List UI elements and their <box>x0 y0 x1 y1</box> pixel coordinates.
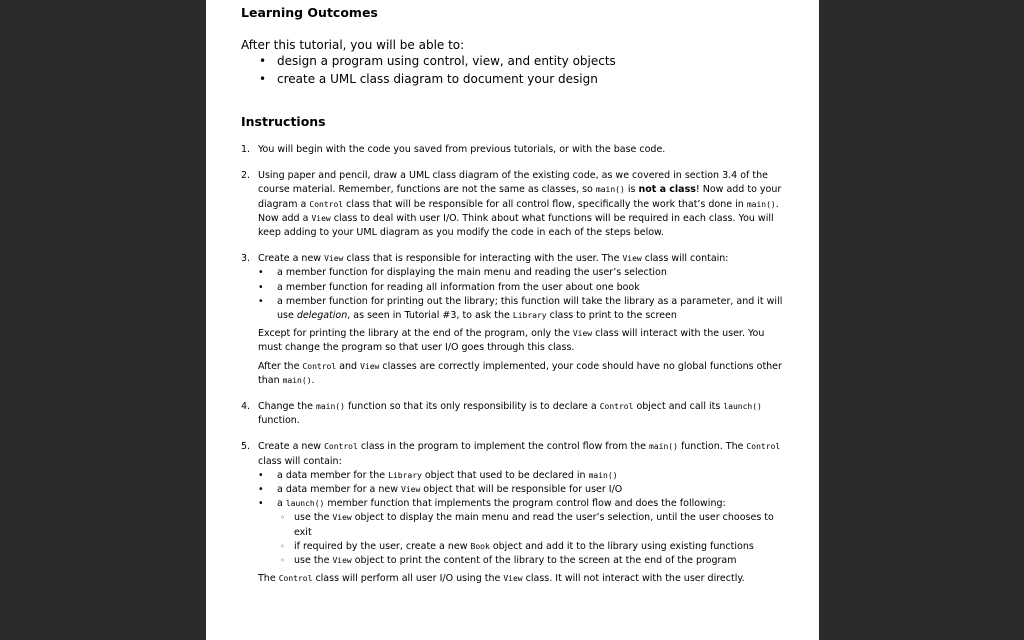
list-item <box>277 497 791 568</box>
learning-outcomes-heading: Learning Outcomes <box>241 5 378 20</box>
code-control: Control <box>302 361 337 371</box>
list-item <box>277 469 791 483</box>
code-control: Control <box>599 402 634 412</box>
code-launch: launch() <box>285 499 325 509</box>
list-item: • design a program using control, view, and entity objects <box>259 52 616 70</box>
instruction-step-3 <box>241 252 791 388</box>
text-run: . <box>311 374 315 386</box>
code-view: View <box>360 361 380 371</box>
code-main: main() <box>282 375 312 385</box>
instruction-step-2 <box>241 169 791 240</box>
step-text: function. <box>258 415 300 427</box>
text-run: , as seen in Tutorial #3, to ask the <box>347 310 513 322</box>
text-run: class will interact with the user. You must change the program so that user I/O goes through this class. <box>258 328 765 354</box>
text-run: class. It will not interact with the user directly. <box>522 573 745 585</box>
code-library: Library <box>388 470 422 480</box>
step-text: Change the <box>258 401 317 413</box>
code-view: View <box>622 254 642 264</box>
step-3-paragraph-2 <box>258 360 791 388</box>
instruction-step-4 <box>241 400 791 428</box>
list-item <box>277 295 791 323</box>
text-run: a member function for printing out the library; this function will take the library as a parameter, and it will use <box>277 295 783 322</box>
learning-outcomes-intro: After this tutorial, you will be able to: <box>241 38 465 52</box>
code-control: Control <box>278 574 313 584</box>
step-text <box>258 252 791 266</box>
italic-text: delegation <box>296 310 348 322</box>
text-run: The <box>258 573 279 585</box>
text-run: class will contain: <box>641 253 729 265</box>
instructions-heading: Instructions <box>241 114 326 129</box>
step-3-paragraph-1 <box>258 327 791 355</box>
text-run: a data member for the <box>277 469 389 481</box>
instructions-list <box>241 143 791 586</box>
list-item: • create a UML class diagram to document your design <box>259 70 616 88</box>
code-library: Library <box>512 311 547 321</box>
document-page <box>206 0 819 640</box>
code-view: View <box>311 213 331 223</box>
instruction-step-5 <box>241 440 791 586</box>
text-run: After the <box>258 360 303 372</box>
step-text <box>258 440 791 468</box>
code-main: main() <box>588 470 618 480</box>
code-main: main() <box>595 185 625 195</box>
step-text: is <box>624 184 639 196</box>
text-run: class that is responsible for interacting with the user. The <box>343 253 623 265</box>
text-run: class in the program to implement the control flow from the <box>357 441 650 453</box>
text-run: function. The <box>677 441 747 453</box>
step-text: class that will be responsible for all control flow, specifically the work that’s done in <box>343 198 747 210</box>
code-main: main() <box>746 199 776 209</box>
text-run: member function that implements the program control flow and does the following: <box>324 498 726 510</box>
text-run: if required by the user, create a new <box>294 540 471 552</box>
code-view: View <box>503 574 523 584</box>
text-run: object to display the main menu and read the user’s selection, until the user chooses to exit <box>294 512 774 538</box>
code-view: View <box>401 485 421 495</box>
code-main: main() <box>649 442 678 452</box>
list-item <box>294 540 791 554</box>
step-text: ! Now add to your diagram a <box>258 184 782 210</box>
text-run: use the <box>294 512 333 524</box>
step-number: 4. <box>241 401 251 413</box>
text-run: a data member for a new <box>277 484 401 496</box>
code-control: Control <box>309 199 344 209</box>
code-main: main() <box>316 402 345 412</box>
code-view: View <box>572 329 593 339</box>
step-number: 3. <box>241 253 251 265</box>
code-book: Book <box>470 541 490 551</box>
step-text: . Now add a <box>258 198 779 224</box>
text-run: object that used to be declared in <box>421 469 589 481</box>
text-run: object to print the content of the library to the screen at the end of the program <box>351 555 737 567</box>
learning-outcomes-list <box>259 52 616 88</box>
code-launch: launch() <box>723 402 762 412</box>
step-number: 5. <box>241 441 251 453</box>
step-5-paragraph <box>258 572 791 586</box>
code-view: View <box>324 254 344 264</box>
code-view: View <box>332 556 352 566</box>
text-run: Create a new <box>258 441 325 453</box>
step-text: object and call its <box>633 401 724 413</box>
list-item: • a member function for displaying the main menu and reading the user’s selection <box>277 266 791 280</box>
code-control: Control <box>746 442 781 452</box>
step-5-bullets <box>258 469 791 568</box>
text-run: class to print to the screen <box>546 310 677 322</box>
text-run: object and add it to the library using existing functions <box>489 540 754 552</box>
text-run: a <box>277 498 286 510</box>
list-item <box>294 511 791 539</box>
list-item <box>294 554 791 568</box>
step-text: You will begin with the code you saved from previous tutorials, or with the base code. <box>258 144 666 155</box>
step-number: 1. <box>241 144 251 155</box>
code-control: Control <box>324 442 358 452</box>
text-run: and <box>336 360 361 372</box>
step-3-bullets <box>258 266 791 323</box>
step-text: class to deal with user I/O. Think about what functions will be required in each class. You will keep adding to your UML diagram as you modify the code in each of the steps below. <box>258 212 774 239</box>
text-run: class will contain: <box>258 455 342 467</box>
launch-subbullets <box>277 511 791 568</box>
text-run: classes are correctly implemented, your code should have no global functions other than <box>258 360 782 386</box>
text-run: class will perform all user I/O using the <box>312 573 504 585</box>
text-run: use the <box>294 555 333 567</box>
emphasis-text: not a class <box>638 184 696 196</box>
step-text: Using paper and pencil, draw a UML class diagram of the existing code, as we covered in section 3.4 of the course material. Remember, functions are not the same as classes, so <box>258 170 768 196</box>
instruction-step-1 <box>241 143 791 157</box>
text-run: object that will be responsible for user I/O <box>420 484 623 496</box>
text-run: Except for printing the library at the end of the program, only the <box>258 328 573 340</box>
step-number: 2. <box>241 170 251 182</box>
code-view: View <box>332 513 352 523</box>
text-run: Create a new <box>258 253 325 265</box>
list-item <box>277 483 791 497</box>
list-item: • a member function for reading all information from the user about one book <box>277 281 791 295</box>
step-text: function so that its only responsibility is to declare a <box>344 401 600 413</box>
